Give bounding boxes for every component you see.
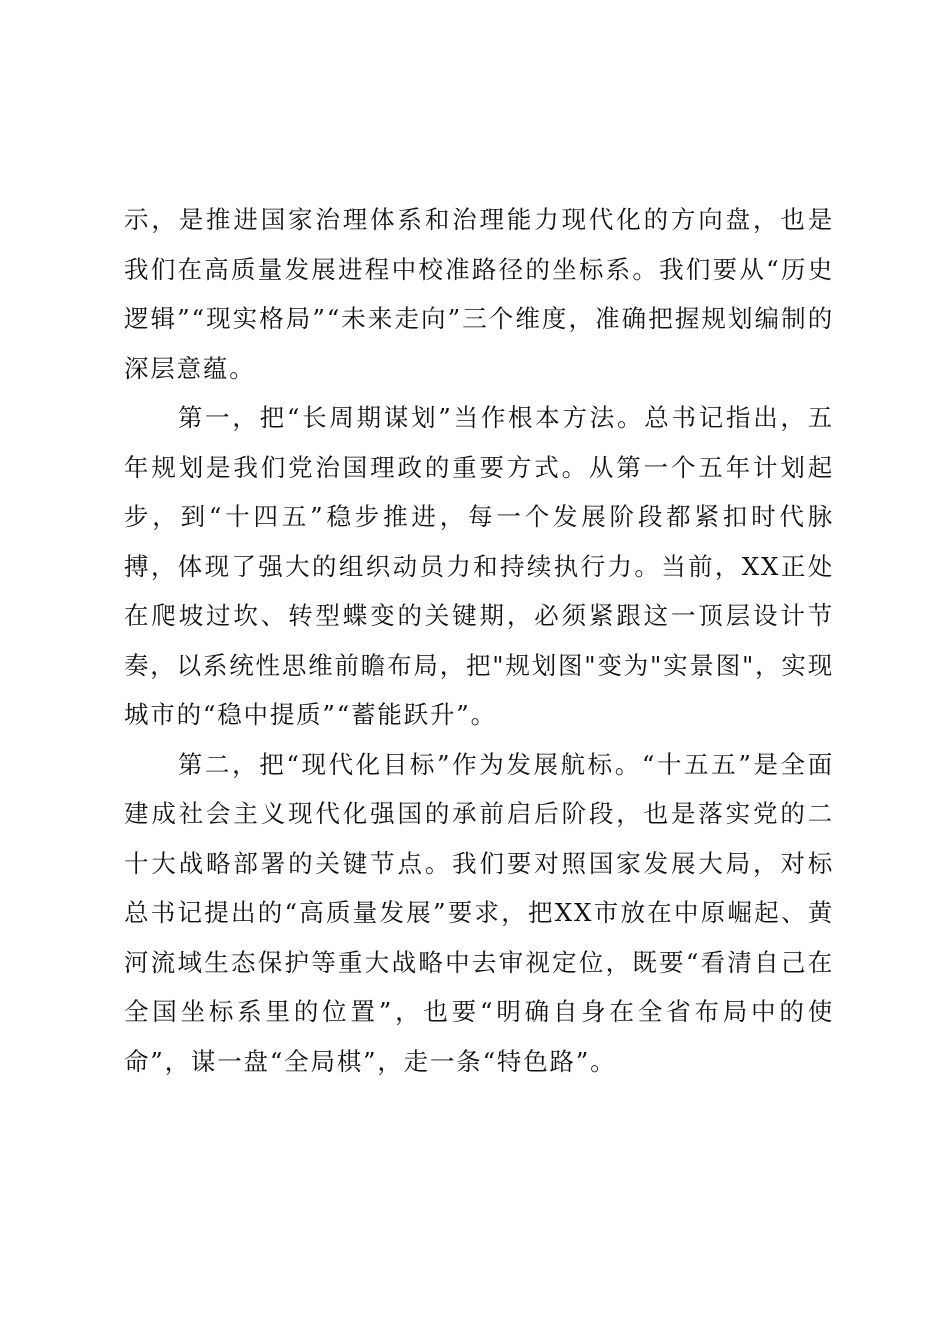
paragraph-second-point: 第二，把“现代化目标”作为发展航标。“十五五”是全面建成社会主义现代化强国的承前启后阶段，也是落实党的二十大战略部署的关键节点。我们要对照国家发展大局，对标总书记提出的“高质量发展”要求，把XX市放在中原崛起、黄河流域生态保护等重大战略中去审视定位，既要“看清自己在全国坐标系里的位置”，也要“明确自身在全省布局中的使命”，谋一盘“全局棋”，走一条“特色路”。	[124, 749, 834, 1076]
paragraph-continuation: 示，是推进国家治理体系和治理能力现代化的方向盘，也是我们在高质量发展进程中校准路径的坐标系。我们要从“历史逻辑”“现实格局”“未来走向”三个维度，准确把握规划编制的深层意蕴。	[124, 205, 834, 383]
document-body	[124, 195, 834, 1086]
paragraph-first-point: 第一，把“长周期谋划”当作根本方法。总书记指出，五年规划是我们党治国理政的重要方式。从第一个五年计划起步，到“十四五”稳步推进，每一个发展阶段都紧扣时代脉搏，体现了强大的组织动员力和持续执行力。当前，XX正处在爬坡过坎、转型蝶变的关键期，必须紧跟这一顶层设计节奏，以系统性思维前瞻布局，把"规划图"变为"实景图"，实现城市的“稳中提质”“蓄能跃升”。	[124, 403, 834, 729]
